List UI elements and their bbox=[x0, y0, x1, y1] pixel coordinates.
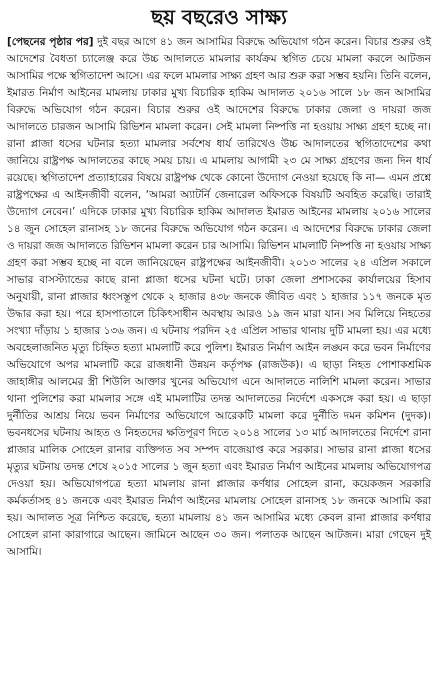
headline: ছয় বছরেও সাক্ষ্য bbox=[151, 5, 287, 29]
article-text: দুই বছর আগে ৪১ জন আসামির বিরুদ্ধে অভিযোগ গঠন করেন। বিচার শুরুর ওই আদেশের বৈধতা চ্যালেঞ্জ করে উচ্চ আদালতে মামলার কার্যক্রম স্থগিত চেয়ে মামলা করলে আটজন আসামির পক্ষে স্থগিতাদেশ আসে। এর ফলে মামলার সাক্ষ্য গ্রহণ আর শুরু করা সম্ভব হয়নি। তিনি বলেন, ইমারত নির্মাণ আইনের মামলায় ঢাকার মুখ্য বিচারিক হাকিম আদালত ২০১৬ সালে ১৮ জন আসামির বিরুদ্ধে অভিযোগ গঠন করেন। বিচার শুরুর ওই আদেশের বিরুদ্ধে ঢাকার জেলা ও দায়রা জজ আদালতে চারজন আসামি রিভিশন মামলা করেন। সেই মামলা নিষ্পত্তি না হওয়ায় সাক্ষ্য গ্রহণ হচ্ছে না। রানা প্লাজা ধসের ঘটনার হত্যা মামলার সর্বশেষ ধার্য তারিখেও উচ্চ আদালতের স্থগিতাদেশের কথা জানিয়ে রাষ্ট্রপক্ষ আদালতের কাছে সময় চায়। এ মামলায় আগামী ২৩ মে সাক্ষ্য গ্রহণের জন্য দিন ধার্য রয়েছে। স্থগিতাদেশ প্রত্যাহারের বিষয়ে রাষ্ট্রপক্ষ থেকে কোনো উদ্যোগ নেওয়া হয়েছে কি না— এমন প্রশ্নে রাষ্ট্রপক্ষের এ আইনজীবী বলেন, ‘আমরা অ্যাটর্নি জেনারেল অফিসকে বিষয়টি অবহিত করেছি। তারাই উদ্যোগ নেবেন।’ এদিকে ঢাকার মুখ্য বিচারিক হাকিম আদালত ইমারত আইনের মামলায় ২০১৬ সালের ১৪ জুন সোহেল রানাসহ ১৮ জনের বিরুদ্ধে অভিযোগ গঠন করেন। এ আদেশের বিরুদ্ধে ঢাকার জেলা ও দায়রা জজ আদালতে রিভিশন মামলা করেন চার আসামি। রিভিশন মামলাটি নিষ্পত্তি না হওয়ায় সাক্ষ্য গ্রহণ করা সম্ভব হচ্ছে না বলে জানিয়েছেন রাষ্ট্রপক্ষের আইনজীবী। ২০১৩ সালের ২৪ এপ্রিল সকালে সাভার বাসস্ট্যান্ডের কাছে রানা প্লাজা ধসের ঘটনা ঘটে। ঢাকা জেলা প্রশাসকের কার্যালয়ের হিসাব অনুযায়ী, রানা প্লাজার ধ্বংসস্তূপ থেকে ২ হাজার ৪৩৮ জনকে জীবিত এবং ১ হাজার ১১৭ জনকে মৃত উদ্ধার করা হয়। পরে হাসপাতালে চিকিৎসাধীন অবস্থায় আরও ১৯ জন মারা যান। সব মিলিয়ে নিহতের সংখ্যা দাঁড়ায় ১ হাজার ১৩৬ জন। এ ঘটনায় পরদিন ২৫ এপ্রিল সাভার থানায় দুটি মামলা হয়। এর মধ্যে অবহেলাজনিত মৃত্যু চিহ্নিত হত্যা মামলাটি করে পুলিশ। ইমারত নির্মাণ আইন লঙ্ঘন করে ভবন নির্মাণের অভিযোগে অপর মামলাটি করে রাজধানী উন্নয়ন কর্তৃপক্ষ (রাজউক)। এ ছাড়া নিহত পোশাকশ্রমিক জাহাঙ্গীর আলমের স্ত্রী শিউলি আক্তার খুনের অভিযোগ এনে আদালতে নালিশি মামলা করেন। সাভার থানা পুলিশের করা মামলার সঙ্গে এই মামলাটির তদন্ত আদালতের নির্দেশে একসঙ্গে করা হয়। এ ছাড়া দুর্নীতির আশ্রয় নিয়ে ভবন নির্মাণের অভিযোগে আরেকটি মামলা করে দুর্নীতি দমন কমিশন (দুদক)। ভবনধসের ঘটনায় আহত ও নিহতদের ক্ষতিপূরণ দিতে ২০১৪ সালের ১৩ মার্চ আদালতের নির্দেশে রানা প্লাজার মালিক সোহেল রানার ব্যক্তিগত সব সম্পদ বাজেয়াপ্ত করে সরকার। সাভার রানা প্লাজা ধসের মৃত্যুর ঘটনায় তদন্ত শেষে ২০১৫ সালের ১ জুন হত্যা এবং ইমারত নির্মাণ আইনের মামলায় অভিযোগপত্র দেওয়া হয়। অভিযোগপত্রে হত্যা মামলায় রানা প্লাজার কর্ণধার সোহেল রানা, কয়েকজন সরকারি কর্মকর্তাসহ ৪১ জনকে এবং ইমারত নির্মাণ আইনের মামলায় সোহেল রানাসহ ১৮ জনকে আসামি করা হয়। আদালত সূত্র নিশ্চিত করেছে, হত্যা মামলায় ৪১ জন আসামির মধ্যে কেবল রানা প্লাজার কর্ণধার সোহেল রানা কারাগারে আছেন। জামিনে আছেন ৩০ জন। পলাতক আছেন আটজন। মারা গেছেন দুই আসামি। bbox=[7, 36, 431, 558]
article-body bbox=[7, 34, 431, 561]
continued-label: [পেছনের পৃষ্ঠার পর] bbox=[7, 36, 94, 48]
